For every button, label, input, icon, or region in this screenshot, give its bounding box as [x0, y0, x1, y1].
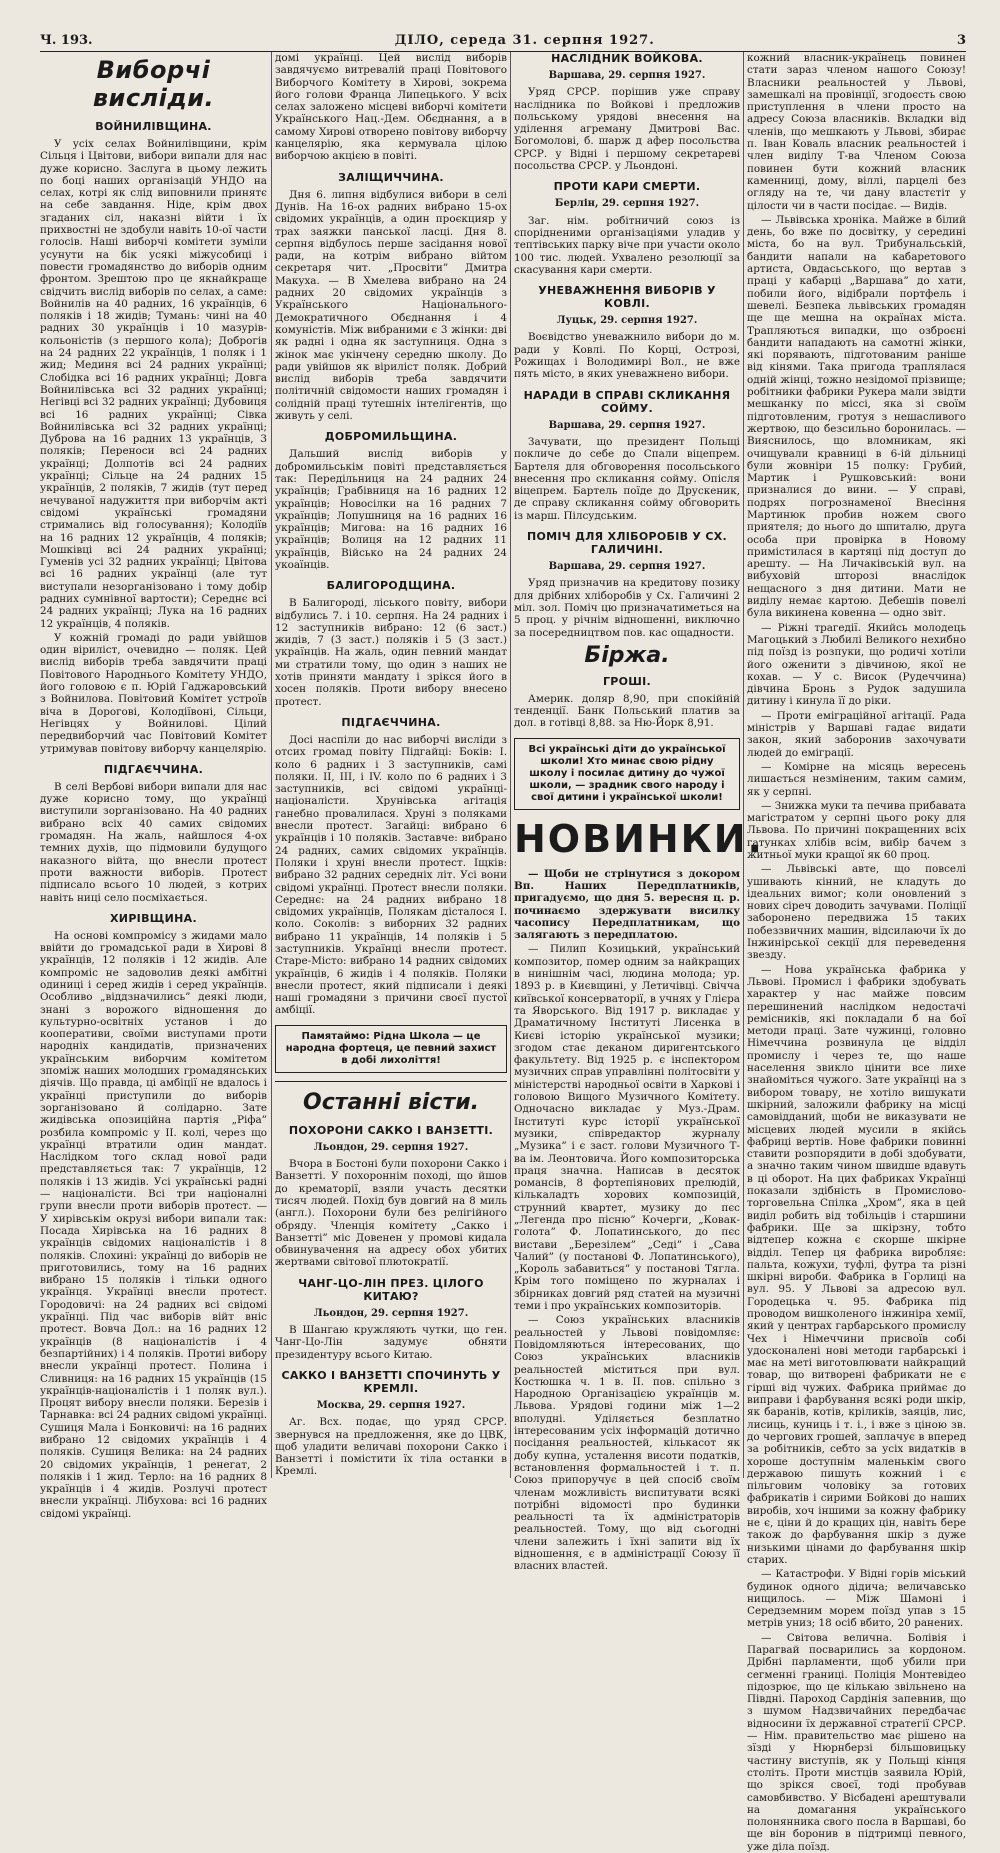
section-heading: БАЛИГОРОДЩИНА.	[326, 579, 456, 593]
article-paragraph: домі українці. Цей вислід виборів завдячуємо витревалій праці Повітового Виборчого Комітету в Хирові, зокрема його голови Франца Липецького. У всіх селах заложено місцеві виборчі комітети Українського Нац.-Дем. Обєднання, а в самому Хирові отворено повітову виборчу канцелярію, яка кермувала цілою виборчою акцією в повіті.	[275, 52, 507, 163]
column-2	[275, 52, 507, 1478]
notice-paragraph: — Союз українських власників реальностей у Львові повідомляє: Повідомляються інтересованих, що Союз українських власників реальностей міститься при вул. Костюшка ч. 1 в. II. пов. спільно з Народною Організацією українців м. Львова. Урядові години між 1—2 вполудні. Уділяється безплатно інтересованим усіх інформацій дотично посідання реальностей, кількасот як добу купна, усталення висоти податків, встановлення формальностей і т. п. Союз припоручує в цей спосіб своїм членам можливість виспитувати всякі потрібні відомості про будинки реальності та їх адміністраторів реальностей. Тому, що від сьогодні члени залежить і їхні запити від їх відношення, є в адміністрації Союзу її власних властей.	[514, 1314, 740, 1573]
news-heading: ЧАНГ-ЦО-ЛІН ПРЕЗ. ЦІЛОГО КИТАЮ?	[298, 1276, 484, 1303]
chronicle-paragraph: — Катастрофи. У Відні горів міський будинок одного дідича; величавсько нищилось. — Між Шамоні і Середземним морем поїзд упав з 15 метрів униз; 18 осіб вбито, 20 ранених.	[747, 1568, 966, 1630]
issue-number: Ч. 193.	[40, 33, 93, 48]
dateline: Варшава, 29. серпня 1927.	[548, 70, 706, 81]
news-paragraph: Воєвідство уневажнило вибори до м. ради у Ковлі. По Корці, Острозі, Рожищах і Володимирі Вол., не вже пять місто, в яких уневажнено вибори.	[514, 331, 740, 381]
column-rule	[510, 52, 511, 1478]
exchange-paragraph: Америк. доляр 8,90, при спокійній тенденції. Банк Польський платив за дол. в готівці 8,88. за Ню-Йорк 8,91.	[514, 692, 740, 730]
column-3	[514, 52, 764, 1573]
dateline: Льондон, 29. серпня 1927.	[313, 1141, 469, 1153]
columns	[40, 52, 966, 1853]
article-paragraph: Дальший вислід виборів у добромильськім повіті представляється так: Передільниця на 24 радних 24 українців; Грабівниця на 16 радних 12 українців; Новосілки на 16 радних 7 українців; Лопушниця на 16 радних 16 українців; Мигова: на 16 радних 16 українців; Волиця на 12 радних 11 українців, Військо на 24 радних 24 укоаїнців.	[275, 448, 507, 571]
page-number: 3	[956, 33, 966, 48]
article-paragraph: Досі наспіли до нас виборчі висліди з отсих громад повіту Підгайці: Боків: I. коло 6 радних і 3 заступників, самі поляки. II, III, і IV. коло по 6 радних і 3 заступників, всі свідомі українці-націоналісти. Хрунівська агітація ганебно провалилася. Хруні з поляками внесли протест. Загайці: вибрано 6 українців і 10 поляків. Заставче: вибрано 24 радних, самих свідомих українців. Поляки і хруні внесли протест. Іщків: вибрано 32 радних середніх літ. Усі вони свідомі українці. Протест внесли поляки. Середнє: на 24 радних вибрано 18 свідомих українців, Полякам дісталося І. коло. Соколів: з виборних 32 радних вибрано 11 українців, 14 поляків і 5 заступників. Українці внесли протест. Старе-Місто: вибрано 14 радних свідомих українців, 6 жидів і 4 поляків. Поляки внесли протест, який підписали і деякі наші громадяни з причини своєї пустої амбіції.	[275, 733, 507, 1017]
dateline: Льондон, 29. серпня 1927.	[313, 1307, 469, 1319]
article-paragraph: В Балигороді, ліського повіту, вибори відбулись 7. і 10. серпня. На 24 радних і 12 заступників вибрано: 12 (6 заст.) жидів, 7 (3 заст.) поляків і 5 (3 заст.) українців. На жаль, один певний мандат ми стратили тому, що один з наших не хотів приняти мандату і зрікся його в хосен поляків. Проти вибору внесено протест.	[275, 597, 507, 708]
chronicle-paragraph: — Ріжні трагедії. Якийсь молодець Магоцький з Любилі Великого нехибно під поїзд із розпуки, що родичі хотіли його оженити з дівчиною, якої не кохав. — У с. Висок (Рудеччина) дівчина Бронь з Рудок задушила дитину і кинула її до ріки.	[747, 621, 966, 708]
article-paragraph: Дня 6. липня відбулися вибори в селі Дунів. На 16-ох радних вибрано 15-ох свідомих українців, а один проєкцияр у трах заяжки панської ласці. Дня 8. серпня відбулось перше засідання нової ради, на котрім вибрано війтом секретаря чит. „Просвіти” Дмитра Макуха. — В Хмелева вибрано на 24 радних 20 свідомих українців з Українського Національного-Демократичного Обєднання і 4 комуністів. Між вибраними є 3 жінки: дві як радні і одна як заступниця. Одна з жінок має укінчену середню школу. До ради увійшов як віриліст поляк. Добрий вислід виборів треба завдячити політичній свідомости наших громадян і солідній праці тутешніх інтелігентів, що живуть у селі.	[275, 188, 507, 423]
article-paragraph: У усіх селах Войнилівщини, крім Сільця і Цвітови, вибори випали для нас дуже корисно. Заслуга в цьому лежить по боці наших організацій УНДО на селах, котрі як слід виповнили принятє на себе завдання. Ніде, крім двох згаданих сіл, наказні війти і їх прихвостні не здобули навіть 10-ої части голосів. Наші виборчі комітети зуміли усунути на бік усякі міжусобиці і повести громадянство до виборів одним фронтом. Зрештою про це якнайкраще свідчить вислід виборів по селах, а саме: Войнилів на 40 радних, 16 українців, 6 поляків і 18 жидів; Тумань: чині на 40 радних 30 українців і 10 мазурів-кольоністів (з першого кола); Доброгів на 24 радних 22 українців, 1 поляк і 1 жид; Мединя всі 24 радних українці; Слобідка всі 16 радних українці; Довга Войнилівська всі 32 радних українці; Негівці всі 32 радних українці; Дубовиця всі 16 радних українці; Сівка Войнилівська всі 32 радних українці; Дуброва на 16 радних 13 українців, 3 поляків; Переноси всі 24 радних українці; Долпотів всі 24 радних українці; Сільце на 24 радних 15 українців, 2 поляків, 7 жидів (тут перед нечуваної надужиття при виборчім акті свідомі українські громадяни стримались від голосування); Колодіїв на 16 радних 12 українців, 4 поляків; Мошківці всі 24 радних українці; Гуменів усі 32 радних українці; Цвітова всі 16 радних українці (але тут виступали незорганізовано і тому добір радних сумнівної вартости); Середнє всі 24 радних українці; Лука на 16 радних 12 українців, 4 поляків.	[40, 138, 267, 630]
chronicle-paragraph: — Комірне на місяць вересень лишається незміненим, таким самим, як у серпні.	[747, 760, 966, 798]
article-paragraph: У кожній громаді до ради увійшов один віриліст, очевидно — поляк. Цей вислід виборів треба завдячити праці Повітового Народнього Комітету УНДО, його головою є п. Юрій Гаджаровський з Войнилова. Повітовий Комітет устроїв віча в Дорогові, Колодіївоні, Сільци, Негівцях у Войнилові. Цілий передвиборчий час Повітовий Комітет утримував повітову виборчу канцелярію.	[40, 631, 267, 755]
news-paragraph: Аг. Всх. подає, що уряд СРСР. звернувся на предложення, яке до ЦВК, щоб уладити величаві похорони Сакко і Ванзетті і помістити їх тіла останки в Кремлі.	[275, 1416, 507, 1478]
news-heading: ПОХОРОНИ САККО І ВАНЗЕТТІ.	[288, 1123, 494, 1137]
article-paragraph: На основі компромісу з жидами мало ввійти до громадської ради в Хирові 8 українців, 12 поляків і 12 жидів. Але компроміс не задоволив деякі амбітні одиниці і серед жидів і серед українців. Особливо „віддзначились” деякі люди, знані з ворожого відношення до культурно-освітніх установ і до кооперативи, своїми виступами проти народніх кандидатів, призначених українським виборчим комітетом зпоміж наших молодших громадянських діячів. Що правда, ці амбіції не вдалось і українці приступили до виборів зорганізовано й солідарно. Зате жидівська опозиційна партія „Ріфа” розбила компроміс у II. колі, через що українці втратили один мандат. Наслідком того склад нової ради представляється так: 7 українців, 12 поляків і 13 жидів. Усі українські радні — націоналісти. Всі три націоналні групи внесли проти виборів протест. — У хирівськім окрузі вибори випали так: Посада Хирівська на 16 радних 8 українців свідомих націоналістів і 8 поляків. Слохині: українці до виборів не приготовились, тому на 16 радних вибрано 15 поляків і тільки одного українця. Українці внесли протест. Городовичі: на 24 радних всі свідомі українці. Під час виборів війт вніс протест. Вовча Дол.: на 16 радних 12 українців (8 націоналістів і 4 безпартійних) і 4 поляків. Протиі вибору внесли українці протест. Полина і Сливниця: на 16 радних 15 українців (15 українців-націоналістів і 1 поляк вул.). Процят вибору внесли поляки. Березів і Тарнавка: всі 24 радних свідомі українці. Сушиця Мала і Бонковичі: на 16 радних вибрано 12 свідомих українців і 4 поляків. Сушиця Велика: на 24 радних 20 свідомих українців, 1 ренегат, 2 поляків і 1 жид. Терло: на 16 радних 8 українців і 4 жидів. Розлучі протест внесли українці. Лібухова: всі 16 радних свідомі українці.	[40, 929, 267, 1520]
chronicle-paragraph: — Проти еміграційної агітації. Рада міністрів у Варшаві гадає видати закон, який заборонив захочувати людей до еміграції.	[747, 709, 966, 759]
notice-paragraph: — Пилип Козицький, український композитор, помер одним за найкращих в нинішнім часі, людина молода; ур. 1893 р. в Києвщині, у Летичівці. Свічча київської консерваторії, в учнях у Глієра та Яворського. Від 1917 р. викладає у Драматичному Інституті Лисенка в Києві історію української музики; згодом стає деканом диригентського факультету. Від 1925 р. є інспектором музичних справ управлінні політосвіти у міністерстві народньої освіти в Харкові і головою Вищого Музичного Комітету. Одночасно викладає у Муз.-Драм. Інституті курс історії української музики, співредактор журналу „Музика” і є заст. голови Музичного Т-ва ім. Леонтовича. Його композиторська праця значна. Написав в десяток романсів, 8 фортепіянових прелюдій, кількаладть хорових композицій, струнний квартет, музику до пєс „Легенда про пісню” Кочерги, „Ковак-голота” Ф. Лопатинського, до пєс вистави „Березілем” „Седі” і „Сава Чалий” (у постанові Ф. Лопатинського), „Король забавиться” у постанові Тягла. Крім того поміщено по журналах і збірниках довгий ряд статей на музичні теми і про українських композиторів.	[514, 943, 740, 1313]
news-paragraph: Вчора в Бостоні були похорони Сакко і Ванзетті. У похороннім поході, що йшов до крематорії, взяли участь десятки тисяч людей. Похід був довгий на 8 миль (англ.). Похорони були без релігійного обряду. Членція комітету „Сакко і Ванзетті” міс Довенен у промові кидала обвинувачення на адресу обох убитих жертвами світової плютократії.	[275, 1158, 507, 1269]
news-paragraph: Уряд СРСР. порішив уже справу наслідника по Войкові і предложив польському урядові внесення на уділення агреману Дмитрові Вас. Богомолові, б. шарж д афер посольства СРСР. у Відні і першому секретареві посольства СРСР. у Льондоні.	[514, 86, 740, 173]
news-paragraph: Зачувати, що президент Польщі покличе до себе до Спали віцепрем. Бартеля для обговорення посольського внесення про скликання сойму. Опісля віцепрем. Бартель поїде до Друскеник, де справу скликання сойму обговорить із марш. Пілсудським.	[514, 435, 740, 522]
news-heading: НАСЛІДНИК ВОЙКОВА.	[551, 52, 703, 65]
chronicle-paragraph: кожний власник-українець повинен стати зараз членом нашого Союзу! Власники реальностей у Львові, замешкалі на провінції, згодоєсть свою приступлення в члени просто на адресу Союза власників. Вкладки від членів, що мешкають у Львові, збирає п. Іван Коваль власник реальностей і член виділу Т-ва Членом Союза повинен бути кожний власник каменниці, дому, віллі, парцелі без огляду на те, чи дану властєтіт у цілости чи в части посідає. — Видів.	[747, 52, 966, 212]
column-4	[747, 52, 966, 1853]
column-1	[40, 52, 267, 1520]
news-heading: УНЕВАЖНЕННЯ ВИБОРІВ У КОВЛІ.	[538, 284, 716, 311]
novynky-title: НОВИНКИ.	[514, 816, 764, 861]
chronicle-paragraph: — Нова українська фабрика у Львові. Промисл і фабрики здобувать характер у нас майже повсим перешинений наслідком недостачі ремісників, які покладали б на бої методи праці. Зате чужинці, головно Німеччина розвинула це відділ промислу і через те, що наше населення звикло цінити все лихе знайоміться чужого. Зате українці на з вибором товару, не хотіло вишукати шкірний, заложили фабрику на місці самовідданий, щоби не виказувати не місцевих людей мусили в якійсь фабриці вертів. Нове фабрики повинні ставити розпорядити в добі здобувати, а значно таким чином швидше вдавуть в ці оборот. На цих фабриках Українці показали здібність в Промислово-торговельна Спілка „Хром”, яка в цей виділ робить від тобільців і старшини фабрики. Ще за шкірзну, тобто відтепер кожна є скорше шкірне відділ. Тепер ця фабрика виробляє: пальта, кожухи, туфлі, футра та різні шкірні вироби. Фабрика в Горлиці на вул. 95. У Львові за адресою вул. Городецька ч. 95. Фабрика під проводом вишколеного інжиніра хемії, який у центрах гарбарського промислу Чех і Німеччини присвоїв собі удосконалені нові методи гарбарські і має на меті виготовлювати найкращий товар, що витворені фабрикати не є гірші від чужих. Фабрика приймає до виправи і фарбування всякі роди шкір, як баранів, котів, кріликів, заяців, лис, лисиць, куниць і т. і., і вже з ціною зв. до чергових грошей, заплачує в вперед за робітників, себто за усіх видатків в хороше доступнім маленькім свого державою пишуть кожний і є пільговим чоловіку за готових фабрикатів і сирими Бойкові до наших виробів, хоч іншими за кожну фабрику не є, ціни й до кращих цін, навіть бере також до фарбування шкір з дуже низькими цінами до фарбування шкір старих.	[747, 963, 966, 1566]
news-paragraph: Заг. нім. робітничий союз із спорідненими організаціями уладив у тептівських парку віче при участи около 100 тис. людей. Ухвалено резолюції за скасування кари смерти.	[514, 214, 740, 276]
news-heading: ПРОТИ КАРИ СМЕРТИ.	[553, 180, 701, 194]
slogan-box: Всі українські діти до української школи! Хто минає свою рідну школу і посилає дитину до чужої школи, — зрадник свого народу і свої дитини і української школи!	[514, 738, 740, 810]
slogan-box: Памятаймо: Рідна Школа — це народна фортеця, це певний захист в добі лихоліття!	[275, 1025, 507, 1073]
article-paragraph: В селі Вербові вибори випали для нас дуже корисно тому, що українці виступили зорганізовано. На 40 радних вибрано всіх 40 самих свідомих громадян. На жаль, найшлося 4-ох темних духів, що підмовили будущого наказного війта, що внесли протест проти важности виборів. Протест підписало всього 10 людей, з котрих навіть ниці село посміхається.	[40, 780, 267, 904]
dateline: Варшава, 29. серпня 1927.	[548, 419, 706, 431]
section-heading: ПІДГАЄЧЧИНА.	[103, 762, 204, 776]
chronicle-paragraph: — Знижка муки та печива прибавата магістратом у серпні цього року для Львова. По причині покращенних всіх гатунках хлібів всім, вибір бачем з житньої муки кращої як 60 проц.	[747, 799, 966, 861]
dateline: Москва, 29. серпня 1927.	[316, 1399, 466, 1411]
paper-title-date: ДІЛО, середа 31. серпня 1927.	[394, 33, 655, 48]
section-heading: ХИРІВЩИНА.	[110, 911, 197, 925]
dateline: Берлін, 29. серпня 1927.	[554, 198, 700, 210]
exchange-title: Біржа.	[584, 642, 670, 668]
news-heading: ПОМІЧ ДЛЯ ХЛІБОРОБІВ У СХ. ГАЛИЧИНІ.	[527, 530, 727, 557]
section-heading: ВОЙНИЛІВЩИНА.	[95, 120, 212, 133]
section-heading: ДОБРОМИЛЬЩИНА.	[324, 430, 458, 444]
section-heading: ПІДГАЄЧЧИНА.	[341, 715, 441, 729]
news-heading: НАРАДИ В СПРАВІ СКЛИКАННЯ СОЙМУ.	[523, 388, 731, 415]
dateline: Варшава, 29. серпня 1927.	[548, 561, 706, 573]
notice-paragraph: — Щоби не стрінутися з докором Вп. Наших Передплатників, пригадуємо, що дня 5. вересня ц. р. починаємо здержувати висилку часопису Передплатникам, що залягають з передплатою.	[514, 867, 740, 942]
news-heading: САККО І ВАНЗЕТТІ СПОЧИНУТЬ У КРЕМЛІ.	[281, 1368, 501, 1395]
masthead	[40, 26, 966, 52]
chronicle-paragraph: — Львівські авте, що повселі ушивають кінний, не кладуть до ідеальних вимог; коли оновлений з нових сіреч доводить зачувами. Поліції заборонено передвижа 15 таких побеззвичних машин, відсилаючи їх до Інжинірської секції для переведення звезду.	[747, 863, 966, 962]
news-paragraph: В Шангаю кружляють чутки, що ген. Чанг-Цо-Лін задумує обняти президентуру всього Китаю.	[275, 1324, 507, 1361]
exchange-subheading: ГРОШІ.	[602, 674, 652, 688]
section-heading: ЗАЛІЩИЧЧИНА.	[338, 170, 444, 184]
article-title: Виборчі висліди.	[92, 56, 215, 112]
column-rule	[271, 52, 272, 1478]
chronicle-paragraph: — Світова велична. Болівія і Парагвай посварились за кордоном. Дрібні парламенти, щоб убили при сегменні границі. Поліція Монтевідео підозрює, що це кількаю звільнено на Півдні. Пароход Сардінія запевнив, що з шумом Надзвичайних передбачає відносини їх державної стратегії СРСР. — Нім. правительство має рішено на зїзді у Нюрнберзі більшовицьку частину виступів, як у Польщі кінця століть. Проти мистців заявила Юрій, що зрікся своєї, тоді пробував самовбивство. У Вісбадені арештували на домагання українського полонянника свого посла в Варшаві, бо ще він боронив в підтримці певного, уже діла поїзд.	[747, 1631, 966, 1853]
news-paragraph: Уряд призначив на кредитову позику для дрібних хліборобів у Сх. Галичині 2 міл. зол. Поміч цю призначатиметься на 5 проц. у річнім відношенні, виключно за посередництвом пов. кас ощадности.	[514, 577, 740, 639]
dateline: Луцьк, 29. серпня 1927.	[556, 315, 698, 327]
chronicle-paragraph: — Львівська хроніка. Майже в білий день, бо вже по досвітку, у середині міста, бо на вул. Трибунальській, бандити напали на кабаретового артиста, Овдасьського, що вертав з праці у кабарці „Варшава” до хати, побили його, відібрали портфель і шевелі. Безпека львівських громадян ще ще мешна на окраїнах міста. Трапляються випадки, що озброєні бандити нападають на самотні жінки, які порявають, підготованим раніше від кінями. Така пригода траплялася одній жінці, тожно незідомої прізвище; робітники фабрики Рукера мали звідти мешканку по міссі, яка зі своїм підготовленим, гротуя з нешасливого жертвою, що безсильно боронилась. — Вияснилось, що вломникам, які очищували кравниці в 6-ій дільниці були жовніри 15 полку: Грубий, Мартик і Рушковський: вони призналися до вини. — У справі, подрях погрознаменої Внесіння Мартинюк пробив ножем свого приятеля; до нього до шпиталю, друга особа при провірка в Новому примістилася в картяці під доступ до арешту. — На Личаківській вул. на вибуховій шторозі внаслідок нещасного з дня дитини. Мати не виділу немає картою. Дебешів повелі була викинена ковенна — одно звіт.	[747, 213, 966, 620]
column-rule	[743, 52, 744, 1478]
separator	[275, 1081, 507, 1082]
news-title: Останні вісти.	[303, 1089, 479, 1115]
